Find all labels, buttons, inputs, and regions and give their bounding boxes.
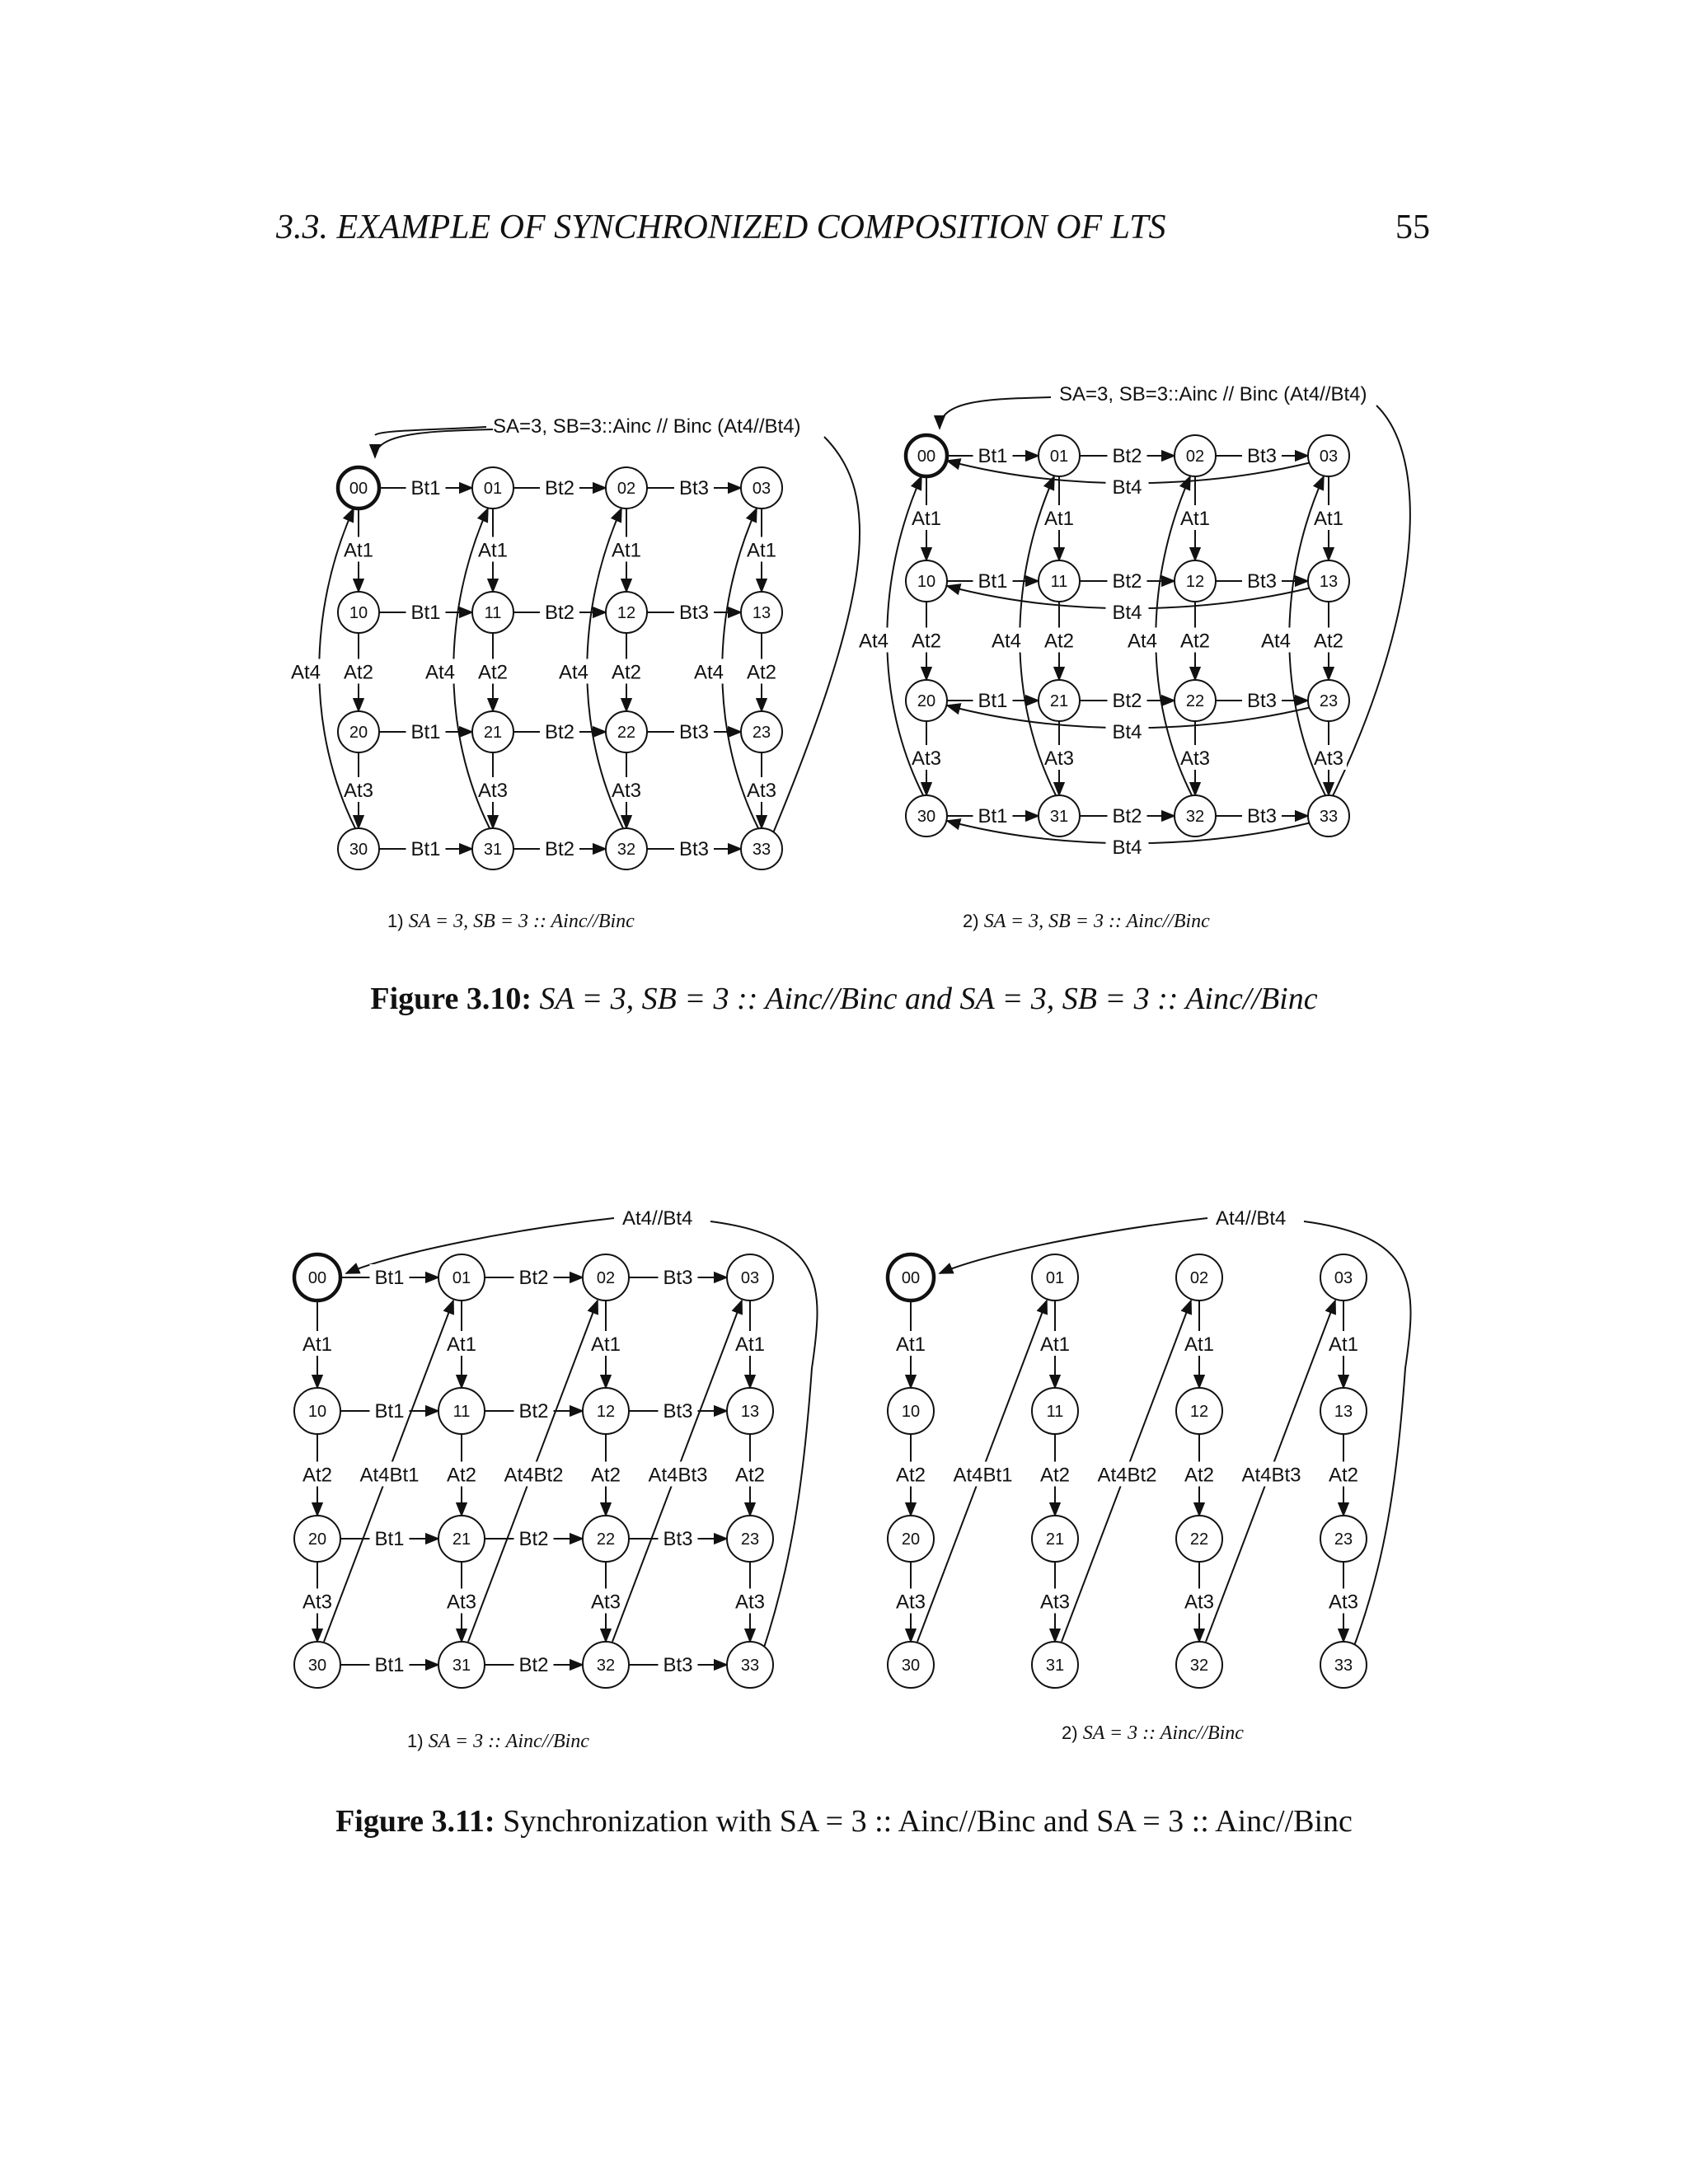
- state-label: 13: [1319, 573, 1339, 591]
- transition-label: At3: [590, 1591, 621, 1614]
- diagonal-label: At4Bt3: [1241, 1464, 1301, 1487]
- back-edge-label: At4: [991, 630, 1022, 653]
- state-label: 11: [1046, 1403, 1064, 1421]
- state-label: 10: [901, 1403, 921, 1421]
- transition-label: At2: [446, 1464, 477, 1487]
- page-header: [276, 208, 1430, 257]
- fig310-p1-subcaption: 1) SA = 3, SB = 3 :: Ainc//Binc: [387, 911, 635, 932]
- transition-label: At2: [1039, 1464, 1071, 1487]
- transition-label: At1: [746, 539, 777, 562]
- transition-label: Bt3: [663, 1400, 693, 1422]
- transition-label: At1: [590, 1333, 621, 1356]
- caption-text: SA = 3, SB = 3 :: Ainc//Binc and SA = 3, SB = 3 :: Ainc//Binc: [539, 982, 1318, 1016]
- figure-3-10-caption: [0, 981, 1688, 1017]
- state-label: 30: [349, 841, 368, 859]
- fig311-p1-grid: [294, 1254, 773, 1688]
- state-label: 23: [1334, 1530, 1353, 1549]
- state-label: 00: [901, 1269, 921, 1287]
- state-label: 13: [740, 1403, 760, 1421]
- transition-label: Bt3: [663, 1267, 693, 1289]
- transition-label: At3: [746, 780, 777, 802]
- state-label: 21: [1045, 1530, 1065, 1549]
- state-label: 23: [752, 724, 771, 742]
- fig311-p1-subcaption: 1) SA = 3 :: Ainc//Binc: [407, 1731, 589, 1752]
- state-label: 33: [1334, 1657, 1353, 1675]
- transition-label: Bt1: [978, 805, 1008, 827]
- state-label: 00: [917, 448, 936, 466]
- transition-label: At2: [1328, 1464, 1359, 1487]
- state-label: 31: [452, 1657, 471, 1675]
- transition-label: Bt1: [410, 721, 441, 743]
- row-back-label: Bt4: [1112, 602, 1142, 624]
- transition-label: Bt2: [1112, 805, 1142, 827]
- transition-label: At3: [1313, 748, 1344, 770]
- state-label: 02: [1185, 448, 1205, 466]
- state-label: 02: [596, 1269, 616, 1287]
- state-label: 01: [483, 480, 503, 498]
- state-label: 30: [901, 1657, 921, 1675]
- state-label: 33: [740, 1657, 760, 1675]
- transition-label: Bt3: [663, 1528, 693, 1550]
- state-label: 21: [452, 1530, 471, 1549]
- fig311-p2-grid: [888, 1254, 1367, 1688]
- transition-label: At3: [611, 780, 642, 802]
- state-label: 21: [1049, 692, 1069, 710]
- transition-label: Bt3: [1246, 445, 1278, 467]
- back-edge-label: At4: [1260, 630, 1292, 653]
- running-title: 3.3. EXAMPLE OF SYNCHRONIZED COMPOSITION OF LTS: [276, 209, 1166, 246]
- transition-label: At3: [1328, 1591, 1359, 1614]
- transition-label: At1: [1184, 1333, 1215, 1356]
- state-label: 32: [1189, 1657, 1209, 1675]
- figure-3-11-caption: [0, 1803, 1688, 1840]
- state-label: 01: [1049, 448, 1069, 466]
- state-label: 12: [596, 1403, 616, 1421]
- back-edge-label: At4: [290, 661, 321, 684]
- state-label: 12: [1185, 573, 1205, 591]
- transition-label: Bt1: [978, 445, 1008, 467]
- state-label: 33: [1319, 808, 1339, 826]
- state-label: 22: [596, 1530, 616, 1549]
- state-label: 20: [349, 724, 368, 742]
- transition-label: Bt2: [1112, 570, 1142, 593]
- fig310-p2-grid: [851, 435, 1349, 859]
- transition-label: At2: [1313, 630, 1344, 653]
- transition-label: Bt2: [544, 477, 575, 499]
- state-label: 10: [349, 604, 368, 622]
- transition-label: At1: [1328, 1333, 1359, 1356]
- state-label: 00: [307, 1269, 327, 1287]
- transition-label: At2: [1184, 1464, 1215, 1487]
- caption-label: Figure 3.10:: [370, 982, 532, 1016]
- back-edge-label: At4: [1127, 630, 1158, 653]
- back-edge-label: At4: [693, 661, 724, 684]
- transition-label: Bt1: [978, 570, 1008, 593]
- fig310-p1-top-label: SA=3, SB=3::Ainc // Binc (At4//Bt4): [493, 415, 801, 438]
- state-label: 32: [596, 1657, 616, 1675]
- transition-label: At1: [1039, 1333, 1071, 1356]
- state-label: 20: [307, 1530, 327, 1549]
- transition-label: At1: [1313, 508, 1344, 530]
- transition-label: At2: [343, 661, 374, 684]
- diagonal-label: At4Bt1: [953, 1464, 1013, 1487]
- transition-label: At2: [911, 630, 942, 653]
- transition-label: Bt3: [663, 1654, 693, 1676]
- transition-label: At3: [734, 1591, 766, 1614]
- transition-label: At2: [895, 1464, 926, 1487]
- state-label: 31: [483, 841, 503, 859]
- transition-label: At2: [1179, 630, 1211, 653]
- transition-label: Bt2: [518, 1654, 549, 1676]
- transition-label: Bt3: [1246, 805, 1278, 827]
- transition-label: At3: [343, 780, 374, 802]
- figure-3-11: [0, 1195, 1688, 1838]
- state-label: 30: [917, 808, 936, 826]
- transition-label: At2: [302, 1464, 333, 1487]
- transition-label: Bt3: [1246, 690, 1278, 712]
- transition-label: At2: [590, 1464, 621, 1487]
- transition-label: Bt1: [410, 477, 441, 499]
- state-label: 31: [1049, 808, 1069, 826]
- transition-label: At2: [746, 661, 777, 684]
- transition-label: At3: [1179, 748, 1211, 770]
- row-back-label: Bt4: [1112, 476, 1142, 499]
- transition-label: At3: [446, 1591, 477, 1614]
- fig310-p2-top-label: SA=3, SB=3::Ainc // Binc (At4//Bt4): [1059, 383, 1367, 405]
- fig311-panel2-lts: [888, 1207, 1411, 1744]
- transition-label: Bt2: [544, 602, 575, 624]
- state-label: 03: [1319, 448, 1339, 466]
- transition-label: Bt2: [544, 721, 575, 743]
- state-label: 01: [452, 1269, 471, 1287]
- back-edge-label: At4: [424, 661, 456, 684]
- transition-label: At1: [1043, 508, 1075, 530]
- state-label: 02: [617, 480, 636, 498]
- figure-3-10: [0, 363, 1688, 956]
- state-label: 22: [1185, 692, 1205, 710]
- diagonal-label: At4Bt2: [1097, 1464, 1157, 1487]
- fig310-p2-subcaption: 2) SA = 3, SB = 3 :: Ainc//Binc: [963, 911, 1210, 932]
- transition-label: Bt2: [518, 1400, 549, 1422]
- transition-label: Bt3: [678, 477, 710, 499]
- state-label: 33: [752, 841, 771, 859]
- state-label: 01: [1045, 1269, 1065, 1287]
- state-label: 31: [1045, 1657, 1065, 1675]
- state-label: 11: [484, 604, 502, 622]
- state-label: 12: [617, 604, 636, 622]
- state-label: 02: [1189, 1269, 1209, 1287]
- fig311-panel1-lts: [294, 1207, 818, 1752]
- diagonal-label: At4Bt1: [359, 1464, 420, 1487]
- transition-label: Bt3: [678, 838, 710, 860]
- transition-label: Bt2: [518, 1267, 549, 1289]
- state-label: 03: [740, 1269, 760, 1287]
- state-label: 30: [307, 1657, 327, 1675]
- state-label: 13: [1334, 1403, 1353, 1421]
- transition-label: Bt2: [518, 1528, 549, 1550]
- state-label: 00: [349, 480, 368, 498]
- transition-label: At3: [1184, 1591, 1215, 1614]
- fig311-p2-subcaption: 2) SA = 3 :: Ainc//Binc: [1062, 1722, 1244, 1744]
- transition-label: At1: [734, 1333, 766, 1356]
- transition-label: Bt2: [544, 838, 575, 860]
- transition-label: At1: [611, 539, 642, 562]
- caption-label: Figure 3.11:: [335, 1804, 495, 1839]
- state-label: 03: [752, 480, 771, 498]
- fig310-p1-grid: [283, 467, 782, 869]
- state-label: 22: [1189, 1530, 1209, 1549]
- transition-label: Bt3: [1246, 570, 1278, 593]
- transition-label: At1: [1179, 508, 1211, 530]
- diagonal-label: At4Bt2: [504, 1464, 564, 1487]
- transition-label: At3: [302, 1591, 333, 1614]
- transition-label: Bt2: [1112, 690, 1142, 712]
- state-label: 10: [917, 573, 936, 591]
- back-edge-label: At4: [558, 661, 589, 684]
- state-label: 23: [740, 1530, 760, 1549]
- transition-label: At2: [477, 661, 509, 684]
- fig310-panel2-lts: [851, 383, 1410, 932]
- fig311-p2-top-label: At4//Bt4: [1216, 1207, 1287, 1230]
- fig310-panel1-lts: [283, 415, 860, 932]
- transition-label: At3: [895, 1591, 926, 1614]
- state-label: 32: [1185, 808, 1205, 826]
- fig311-p1-top-label: At4//Bt4: [622, 1207, 693, 1230]
- transition-label: Bt1: [374, 1528, 405, 1550]
- state-label: 32: [617, 841, 636, 859]
- transition-label: Bt1: [410, 602, 441, 624]
- transition-label: Bt2: [1112, 445, 1142, 467]
- state-label: 22: [617, 724, 636, 742]
- state-label: 11: [1050, 573, 1068, 591]
- transition-label: Bt3: [678, 602, 710, 624]
- state-label: 12: [1189, 1403, 1209, 1421]
- transition-label: At1: [302, 1333, 333, 1356]
- state-label: 20: [901, 1530, 921, 1549]
- state-label: 13: [752, 604, 771, 622]
- page-number: 55: [1395, 209, 1430, 246]
- transition-label: Bt1: [410, 838, 441, 860]
- transition-label: At1: [343, 539, 374, 562]
- transition-label: At3: [477, 780, 509, 802]
- transition-label: At3: [1039, 1591, 1071, 1614]
- state-label: 20: [917, 692, 936, 710]
- transition-label: At1: [911, 508, 942, 530]
- transition-label: At1: [477, 539, 509, 562]
- state-label: 10: [307, 1403, 327, 1421]
- transition-label: Bt1: [978, 690, 1008, 712]
- state-label: 21: [483, 724, 503, 742]
- transition-label: At2: [1043, 630, 1075, 653]
- transition-label: Bt1: [374, 1400, 405, 1422]
- state-label: 03: [1334, 1269, 1353, 1287]
- back-edge-label: At4: [858, 630, 889, 653]
- transition-label: At1: [895, 1333, 926, 1356]
- transition-label: At1: [446, 1333, 477, 1356]
- transition-label: At3: [911, 748, 942, 770]
- caption-text: Synchronization with SA = 3 :: Ainc//Binc and SA = 3 :: Ainc//Binc: [503, 1804, 1353, 1839]
- row-back-label: Bt4: [1112, 721, 1142, 743]
- row-back-label: Bt4: [1112, 837, 1142, 859]
- transition-label: Bt1: [374, 1654, 405, 1676]
- transition-label: Bt1: [374, 1267, 405, 1289]
- diagonal-label: At4Bt3: [648, 1464, 708, 1487]
- transition-label: Bt3: [678, 721, 710, 743]
- transition-label: At2: [734, 1464, 766, 1487]
- transition-label: At2: [611, 661, 642, 684]
- state-label: 23: [1319, 692, 1339, 710]
- state-label: 11: [452, 1403, 471, 1421]
- transition-label: At3: [1043, 748, 1075, 770]
